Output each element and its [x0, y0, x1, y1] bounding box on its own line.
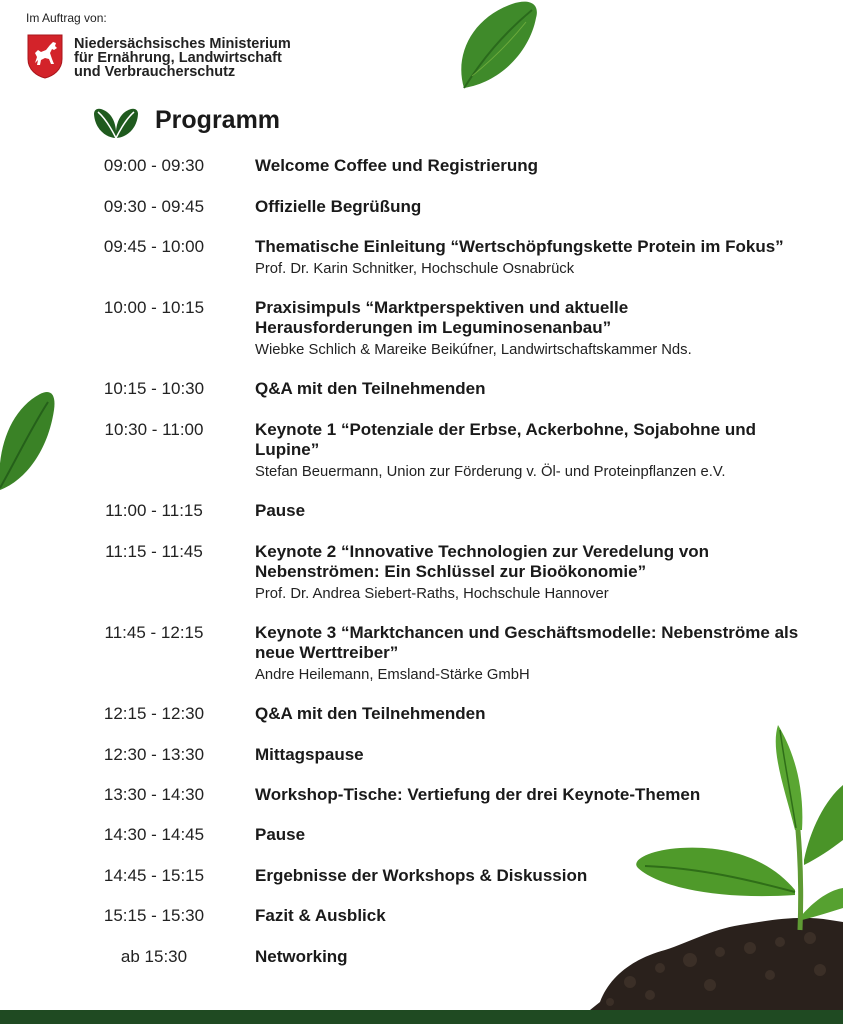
- schedule-time: 11:15 - 11:45: [105, 542, 203, 561]
- schedule-title: Networking: [255, 947, 348, 966]
- leaf-sprout-icon: [93, 100, 139, 140]
- schedule-title: Pause: [255, 825, 306, 844]
- schedule-time: 13:30 - 14:30: [103, 785, 205, 804]
- schedule-time: ab 15:30: [120, 947, 188, 966]
- ministry-name-line-1: Niedersächsisches Ministerium: [74, 36, 291, 52]
- schedule-title: Welcome Coffee und Registrierung: [255, 156, 539, 175]
- schedule-title: Mittagspause: [255, 745, 364, 764]
- decorative-leaf-top-icon: [452, 0, 542, 95]
- schedule-time: 09:00 - 09:30: [103, 156, 205, 175]
- program-heading: [93, 100, 280, 140]
- decorative-plant-soil-icon: [590, 720, 843, 1010]
- schedule-time: 12:30 - 13:30: [103, 745, 205, 764]
- schedule-time: 10:15 - 10:30: [103, 379, 205, 398]
- schedule-title: Fazit & Ausblick: [255, 906, 386, 925]
- schedule-time: 14:45 - 15:15: [103, 866, 205, 885]
- schedule-speaker: Prof. Dr. Andrea Siebert-Raths, Hochschule Hannover: [255, 586, 609, 602]
- schedule-title: Q&A mit den Teilnehmenden: [255, 379, 486, 398]
- schedule-title: Keynote 2 “Innovative Technologien zur Veredelung von Nebenströmen: Ein Schlüssel zur Bioökonomie”: [255, 542, 710, 581]
- schedule-time: 09:30 - 09:45: [103, 197, 205, 216]
- lower-saxony-horse-crest-icon: [26, 33, 64, 79]
- schedule-title: Ergebnisse der Workshops & Diskussion: [255, 866, 588, 885]
- schedule-title: Q&A mit den Teilnehmenden: [255, 704, 486, 723]
- schedule-time: 10:00 - 10:15: [103, 298, 205, 317]
- schedule-time: 12:15 - 12:30: [103, 704, 205, 723]
- schedule-speaker: Prof. Dr. Karin Schnitker, Hochschule Osnabrück: [255, 261, 575, 277]
- schedule-time: 15:15 - 15:30: [103, 906, 205, 925]
- decorative-leaf-left-icon: [0, 380, 56, 500]
- ministry-name-line-2: für Ernährung, Landwirtschaft: [74, 50, 282, 66]
- schedule-time: 11:00 - 11:15: [105, 501, 203, 520]
- footer-bar: [0, 1010, 843, 1024]
- schedule-time: 09:45 - 10:00: [103, 237, 205, 256]
- schedule-time: 10:30 - 11:00: [104, 420, 204, 439]
- schedule-title: Praxisimpuls “Marktperspektiven und aktuelle Herausforderungen im Leguminosenanbau”: [255, 298, 629, 337]
- commission-label: Im Auftrag von:: [26, 11, 107, 25]
- schedule-time: 14:30 - 14:45: [103, 825, 205, 844]
- schedule-title: Keynote 3 “Marktchancen und Geschäftsmodelle: Nebenströme als neue Werttreiber”: [255, 623, 799, 662]
- schedule-speaker: Andre Heilemann, Emsland-Stärke GmbH: [255, 667, 530, 683]
- schedule-title: Offizielle Begrüßung: [255, 197, 422, 216]
- schedule-title: Thematische Einleitung “Wertschöpfungskette Protein im Fokus”: [255, 237, 784, 256]
- schedule-title: Pause: [255, 501, 306, 520]
- schedule-title: Workshop-Tische: Vertiefung der drei Keynote-Themen: [255, 785, 701, 804]
- ministry-name-line-3: und Verbraucherschutz: [74, 64, 236, 80]
- schedule-title: Keynote 1 “Potenziale der Erbse, Ackerbohne, Sojabohne und Lupine”: [255, 420, 756, 459]
- schedule-speaker: Stefan Beuermann, Union zur Förderung v. Öl- und Proteinpflanzen e.V.: [255, 464, 726, 480]
- ministry-logo: [26, 33, 291, 79]
- program-title: Programm: [155, 105, 281, 134]
- schedule-time: 11:45 - 12:15: [104, 623, 204, 642]
- schedule-speaker: Wiebke Schlich & Mareike Beikúfner, Landwirtschaftskammer Nds.: [255, 342, 692, 358]
